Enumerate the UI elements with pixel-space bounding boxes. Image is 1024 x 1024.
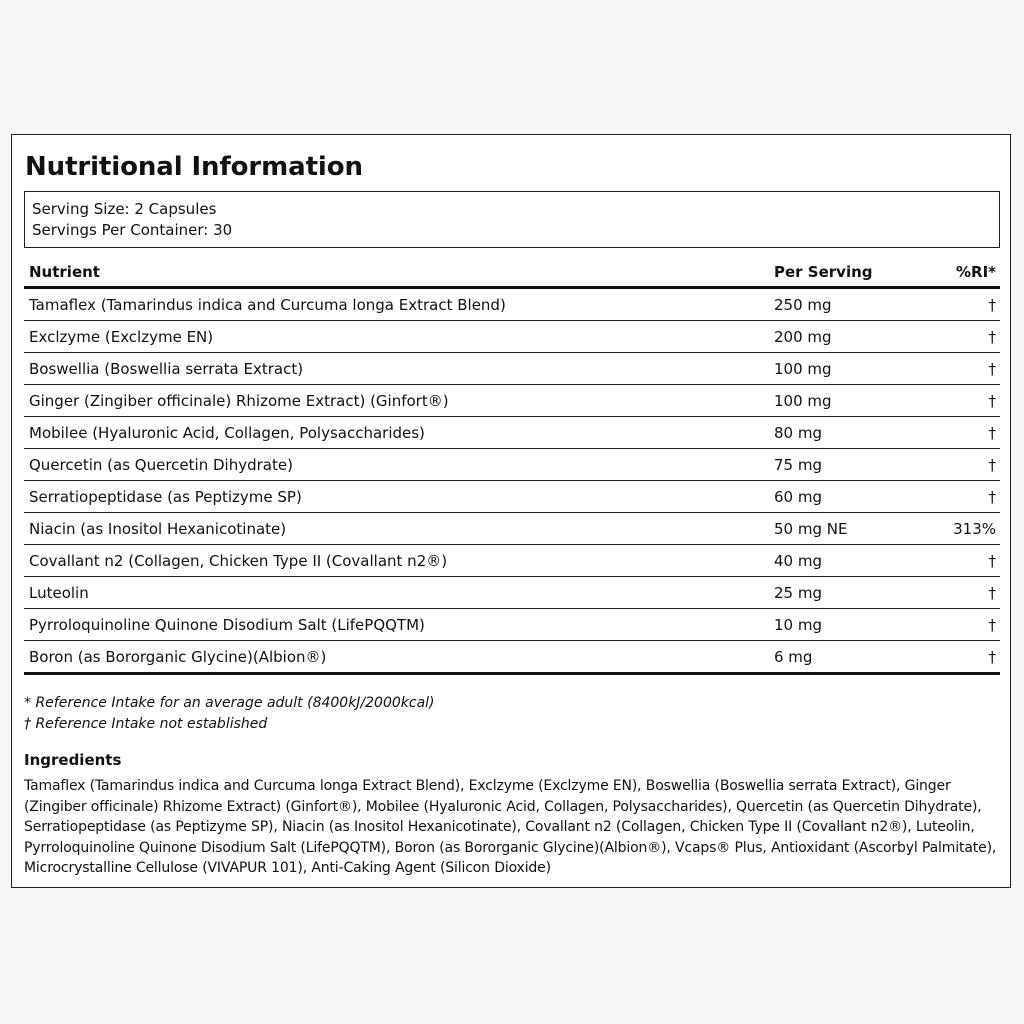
- nutrient-name: Mobilee (Hyaluronic Acid, Collagen, Polysaccharides): [29, 424, 425, 442]
- nutrient-amount: 50 mg NE: [774, 520, 848, 538]
- page-title: Nutritional Information: [25, 152, 363, 182]
- nutrient-ri: †: [988, 456, 996, 474]
- table-row: [24, 609, 1000, 641]
- table-header-row: [24, 259, 1000, 289]
- table-row: [24, 513, 1000, 545]
- table-row: [24, 481, 1000, 513]
- nutrient-name: Pyrroloquinoline Quinone Disodium Salt (LifePQQTM): [29, 616, 425, 634]
- nutrient-table: [24, 259, 1000, 675]
- nutrient-ri: †: [988, 584, 996, 602]
- table-row: [24, 289, 1000, 321]
- ingredients-text: Tamaflex (Tamarindus indica and Curcuma longa Extract Blend), Exclzyme (Exclzyme EN), Boswellia (Boswellia serrata Extract), Ginger (Zingiber officinale) Rhizome Extract) (Ginfort®), Mobilee (Hyaluronic Acid, Collagen, Polysaccharides), Quercetin (as Quercetin Dihydrate), Serratiopeptidase (as Peptizyme SP), Niacin (as Inositol Hexanicotinate), Covallant n2 (Collagen, Chicken Type II (Covallant n2®), Luteolin, Pyrroloquinoline Quinone Disodium Salt (LifePQQTM), Boron (as Bororganic Glycine)(Albion®), Vcaps® Plus, Antioxidant (Ascorbyl Palmitate), Microcrystalline Cellulose (VIVAPUR 101), Anti-Caking Agent (Silicon Dioxide): [24, 778, 997, 876]
- table-row: [24, 353, 1000, 385]
- nutrient-name: Boron (as Bororganic Glycine)(Albion®): [29, 648, 327, 666]
- serving-size: Serving Size: 2 Capsules: [32, 200, 217, 218]
- nutrient-ri: †: [988, 392, 996, 410]
- header-per-serving: Per Serving: [774, 263, 873, 281]
- nutrient-name: Quercetin (as Quercetin Dihydrate): [29, 456, 293, 474]
- nutrient-name: Exclzyme (Exclzyme EN): [29, 328, 214, 346]
- nutrient-amount: 60 mg: [774, 488, 822, 506]
- nutrient-name: Luteolin: [29, 584, 89, 602]
- servings-per-container: Servings Per Container: 30: [32, 221, 233, 239]
- nutrient-ri: 313%: [953, 520, 996, 538]
- nutrient-amount: 80 mg: [774, 424, 822, 442]
- nutrient-ri: †: [988, 648, 996, 666]
- table-row: [24, 577, 1000, 609]
- nutrient-ri: †: [988, 424, 996, 442]
- nutrient-amount: 100 mg: [774, 360, 832, 378]
- nutrient-amount: 25 mg: [774, 584, 822, 602]
- nutrient-ri: †: [988, 616, 996, 634]
- nutrient-ri: †: [988, 360, 996, 378]
- nutrient-name: Boswellia (Boswellia serrata Extract): [29, 360, 304, 378]
- ingredients-heading: Ingredients: [24, 751, 122, 769]
- nutrient-ri: †: [988, 328, 996, 346]
- nutrition-panel: [11, 134, 1011, 888]
- nutrient-name: Ginger (Zingiber officinale) Rhizome Extract) (Ginfort®): [29, 392, 449, 410]
- nutrient-amount: 10 mg: [774, 616, 822, 634]
- nutrient-name: Serratiopeptidase (as Peptizyme SP): [29, 488, 302, 506]
- nutrient-amount: 40 mg: [774, 552, 822, 570]
- serving-info-box: [24, 191, 1000, 248]
- table-row: [24, 321, 1000, 353]
- nutrient-amount: 100 mg: [774, 392, 832, 410]
- table-row: [24, 545, 1000, 577]
- header-ri: %RI*: [955, 263, 996, 281]
- table-row: [24, 385, 1000, 417]
- nutrient-ri: †: [988, 552, 996, 570]
- nutrient-name: Tamaflex (Tamarindus indica and Curcuma longa Extract Blend): [29, 296, 506, 314]
- nutrient-amount: 200 mg: [774, 328, 832, 346]
- header-nutrient: Nutrient: [29, 263, 100, 281]
- nutrient-amount: 250 mg: [774, 296, 832, 314]
- nutrient-amount: 75 mg: [774, 456, 822, 474]
- nutrient-name: Niacin (as Inositol Hexanicotinate): [29, 520, 287, 538]
- footnotes: [24, 693, 435, 735]
- nutrient-ri: †: [988, 488, 996, 506]
- ri-footnote: * Reference Intake for an average adult (8400kJ/2000kcal): [24, 695, 435, 711]
- table-row: [24, 417, 1000, 449]
- nutrient-amount: 6 mg: [774, 648, 813, 666]
- dagger-footnote: † Reference Intake not established: [24, 716, 268, 732]
- table-row: [24, 641, 1000, 675]
- table-row: [24, 449, 1000, 481]
- nutrient-ri: †: [988, 296, 996, 314]
- nutrient-name: Covallant n2 (Collagen, Chicken Type II (Covallant n2®): [29, 552, 448, 570]
